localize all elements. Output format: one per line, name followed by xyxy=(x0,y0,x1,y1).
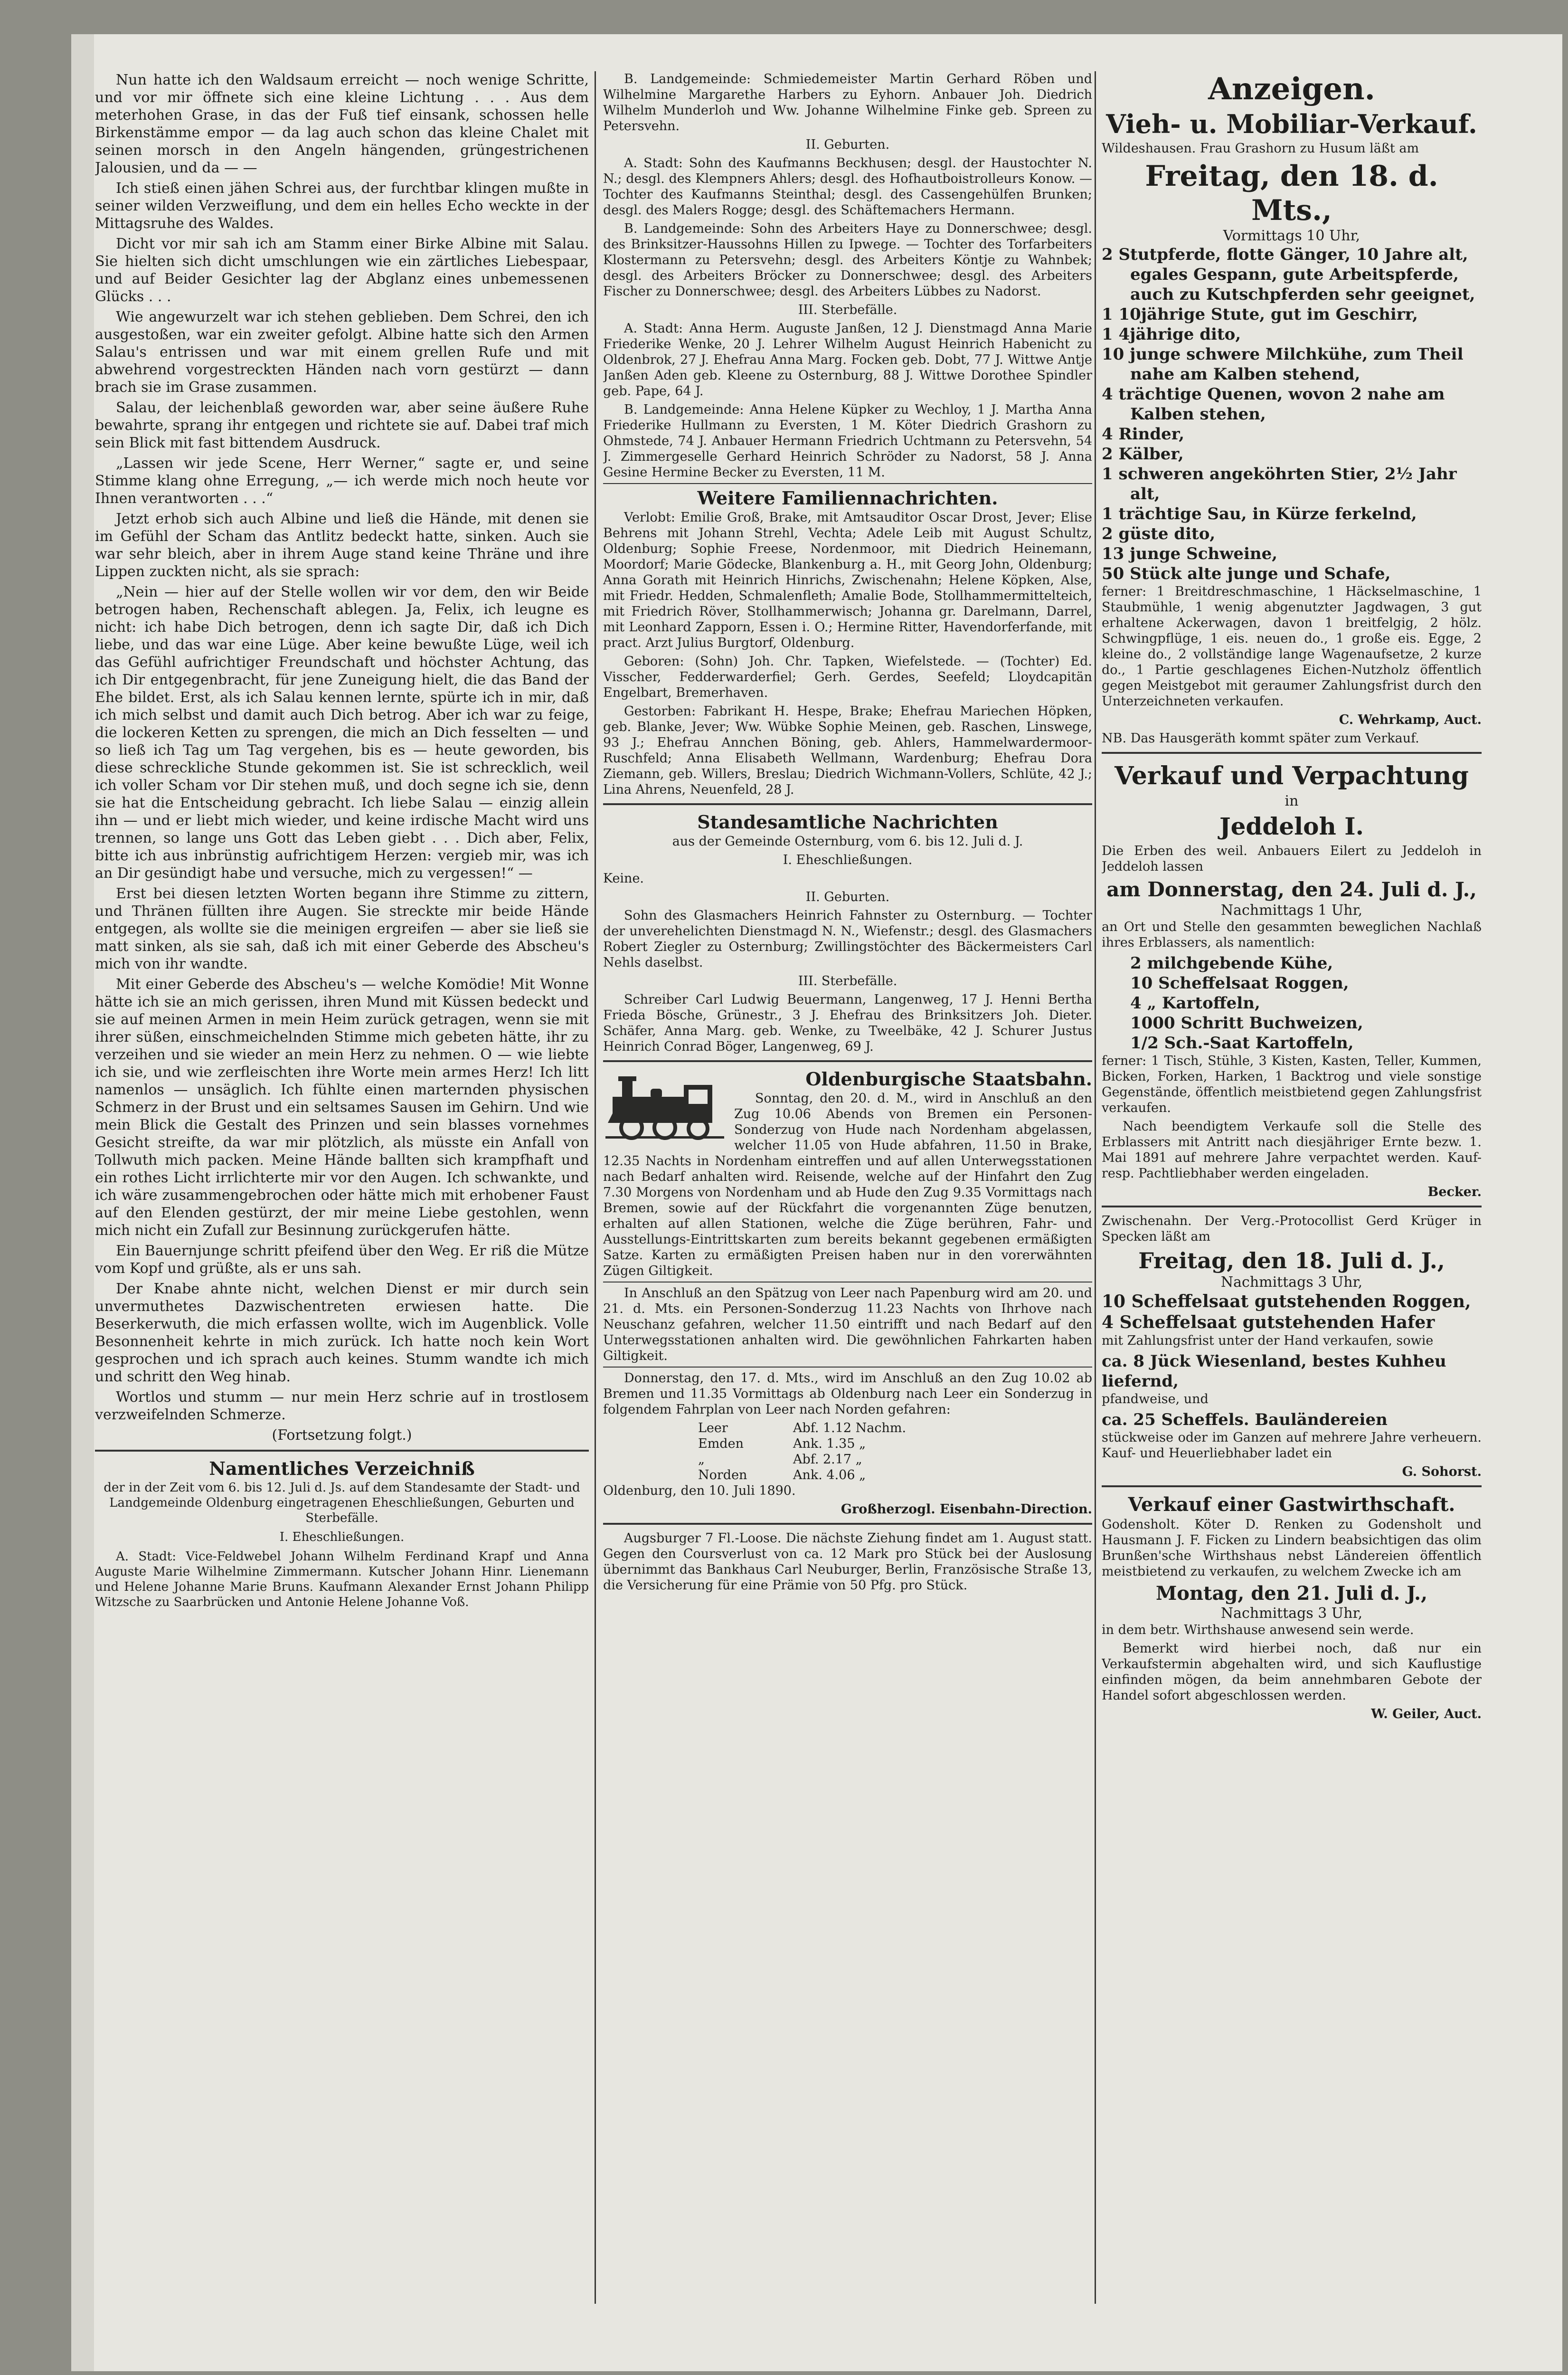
section-divider xyxy=(95,1450,589,1452)
register-entries: A. Stadt: Anna Herm. Auguste Janßen, 12 J. Dienstmagd Anna Marie Friederike Wenke, 20 J. Lehrer Wilhelm August Heinrich Habenicht zu Oldenbrok, 27 J. Ehefrau Anna Marg. Focken geb. Dobt, 77 J. Wittwe Antje Janßen Aden geb. Kleene zu Osternburg, 88 J. Wittwe Dorothee Spindler geb. Pape, 64 J. xyxy=(603,321,1092,399)
list-item: 1 schweren angeköhrten Stier, 2½ Jahr alt, xyxy=(1102,465,1457,504)
section-divider xyxy=(603,803,1092,805)
ad-time: Nachmittags 1 Uhr, xyxy=(1220,902,1363,919)
ad-text: in xyxy=(1285,793,1299,809)
register-entries: B. Landgemeinde: Sohn des Arbeiters Haye zu Donnerschwee; desgl. des Brinksitzer-Haussohns Hillen zu Ipwege. — Tochter des Torfarbeiters Klostermann zu Petersvehn; desgl. des Arbeiters Köntje zu Wahnbek; desgl. des Arbeiters Bröcker zu Donnerschwee; desgl. des Arbeiters Fischer zu Donnerschwee; desgl. des Arbeiters Lübbes zu Nadorst. xyxy=(603,221,1092,299)
story-paragraph: Ich stieß einen jähen Schrei aus, der furchtbar klingen mußte in seiner wilden Verzweiflung, und dem ein helles Echo weckte in der Mittagsruhe des Waldes. xyxy=(95,180,589,232)
ad-time: Nachmittags 3 Uhr, xyxy=(1220,1605,1363,1622)
registry-office-title: Standesamtliche Nachrichten xyxy=(697,811,998,833)
column-advertisements xyxy=(1102,71,1482,1725)
page-edge xyxy=(71,34,94,2371)
ad-intro: Godensholt. Köter D. Renken zu Godensholt und Hausmann J. F. Ficken zu Lindern beabsichtigen das olim Brunßen'sche Wirthshaus nebst Ländereien öffentlich meistbietend zu verkaufen, zu welchem Zwecke ich am xyxy=(1102,1517,1482,1579)
registry-office-subtitle: aus der Gemeinde Osternburg, vom 6. bis 12. Juli d. J. xyxy=(672,834,1023,849)
register-entries: Sohn des Glasmachers Heinrich Fahnster zu Osternburg. — Tochter der unverehelichten Dienstmagd N. N., Wiefenstr.; desgl. des Glasmachers Robert Ziegler zu Osternburg; Zwillingstöchter des Bäckermeisters Carl Nehls daselbst. xyxy=(603,908,1092,970)
register-entries: A. Stadt: Vice-Feldwebel Johann Wilhelm Ferdinand Krapf und Anna Auguste Marie Wilhelmine Zimmermann. Kutscher Johann Hinr. Lienemann und Helene Johanne Marie Bruns. Kaufmann Alexander Ernst Johann Philipp Witzsche zu Saarbrücken und Antonie Helene Johanne Voß. xyxy=(95,1549,589,1609)
section-divider xyxy=(1102,752,1482,754)
section-divider xyxy=(603,483,1092,484)
timetable-row: Emden Ank. 1.35 „ xyxy=(698,1436,866,1451)
column-civil-register xyxy=(603,71,1092,1596)
ad-text: Bemerkt wird hierbei noch, daß nur ein Verkaufstermin abgehalten wird, und sich Kauflustige einfinden mögen, da beim annehmbaren Gebote der Handel sofort abgeschlossen werden. xyxy=(1102,1641,1482,1703)
list-item: 4 „ Kartoffeln, xyxy=(1130,994,1260,1013)
register-heading: I. Eheschließungen. xyxy=(783,853,913,867)
ad-intro: Zwischenahn. Der Verg.-Protocollist Gerd Krüger in Specken läßt am xyxy=(1102,1214,1482,1244)
register-entries: Schreiber Carl Ludwig Beuermann, Langenweg, 17 J. Henni Bertha Frieda Bösche, Grünestr., 3 J. Ehefrau des Brinksitzers Joh. Dieter. Schäfer, Anna Marg. geb. Wenke, zu Tweelbäke, 42 J. Schurer Justus Heinrich Conrad Böger, Langenweg, 69 J. xyxy=(603,992,1092,1054)
locomotive-icon xyxy=(603,1071,727,1142)
register-heading: I. Eheschließungen. xyxy=(279,1530,405,1544)
timetable-row: Leer Abf. 1.12 Nachm. xyxy=(698,1421,907,1435)
register-entries: B. Landgemeinde: Schmiedemeister Martin Gerhard Röben und Wilhelmine Margarethe Harbers zu Eyhorn. Anbauer Joh. Diedrich Wilhelm Munderloh und Ww. Johanne Wilhelmine Finke geb. Spreen zu Petersvehn. xyxy=(603,72,1092,133)
ad-signature: G. Sohorst. xyxy=(1402,1464,1482,1479)
list-item: 13 junge Schweine, xyxy=(1102,544,1278,563)
section-divider xyxy=(603,1367,1092,1368)
continuation-note: (Fortsetzung folgt.) xyxy=(272,1427,412,1444)
timetable xyxy=(603,1420,1092,1483)
family-born: Geboren: (Sohn) Joh. Chr. Tapken, Wiefelstede. — (Tochter) Ed. Visscher, Fedderwarderfiel; Gerh. Gerdes, Seefeld; Lloydcapitän Engelbart, Bremerhaven. xyxy=(603,654,1092,700)
list-item: 2 Stutpferde, flotte Gänger, 10 Jahre alt, egales Gespann, gute Arbeitspferde, auch zu Kutschpferden sehr geeignet, xyxy=(1102,245,1475,304)
timetable-row: Norden Ank. 4.06 „ xyxy=(698,1468,866,1482)
list-item: 2 güste dito, xyxy=(1102,524,1216,543)
family-engaged: Verlobt: Emilie Groß, Brake, mit Amtsauditor Oscar Drost, Jever; Elise Behrens mit Johann Strehl, Vechta; Adele Leib mit August Schultz, Oldenburg; Sophie Freese, Nordenmoor, mit Diedrich Heinemann, Moordorf; Marie Gödecke, Blankenburg a. H., mit Georg John, Oldenburg; Anna Gorath mit Heinrich Hinrichs, Zwischenahn; Helene Köpken, Alse, mit Friedr. Hedden, Schmalenfleth; Amalie Bode, Stollhammermittelteich, mit Friedrich Röver, Stollhammerwisch; Johanna gr. Darelmann, Darrel, mit Leonhard Zapporn, Essen i. O.; Hermine Ritter, Havendorferfande, mit pract. Arzt Julius Burgtorf, Oldenburg. xyxy=(603,510,1092,650)
register-subtitle: der in der Zeit vom 6. bis 12. Juli d. Js. auf dem Standesamte der Stadt- und Landgemeinde Oldenburg eingetragenen Eheschließungen, Geburten und Sterbefälle. xyxy=(104,1481,580,1525)
railway-notice xyxy=(603,1068,1092,1517)
ad-title: Verkauf einer Gastwirthschaft. xyxy=(1128,1493,1455,1516)
list-item: 2 Kälber, xyxy=(1102,445,1184,464)
register-heading: III. Sterbefälle. xyxy=(798,303,897,317)
story-paragraph: „Nein — hier auf der Stelle wollen wir vor dem, den wir Beide betrogen haben, Rechenschaft ablegen. Ja, Felix, ich leugne es nicht: ich habe Dich betrogen, denn ich sagte Dir, daß ich Dich liebe, und das war eine Lüge. Aber keine bewußte Lüge, weil ich das Gefühl aufrichtiger Freundschaft und höchster Achtung, das ich Dir entgegenbracht, für jene Zuneigung hielt, die das Band der Ehe bildet. Erst, als ich Salau kennen lernte, spürte ich in mir, daß ich mich selbst und damit auch Dich betrog. Aber ich war zu feige, die lockeren Ketten zu sprengen, die mich an Dich fesselten — und so ließ ich Tag um Tag vergehen, bis es — heute geworden, bis diese schreckliche Stunde gekommen ist. Sie ist schrecklich, weil ich voller Scham vor Dir stehen muß, und doch segne ich sie, denn sie hat die Entscheidung gebracht. Ich liebe Salau — einzig allein ihn — und er liebt mich wieder, und keine irdische Macht wird uns trennen, so lange uns Gott das Leben giebt . . . Dich aber, Felix, bitte ich aus inbrünstig aufrichtigem Herzen: vergieb mir, was ich an Dir gesündigt habe und versuche, mich zu vergessen!“ — xyxy=(95,584,589,882)
livestock-list xyxy=(1102,245,1482,584)
story-paragraph: Jetzt erhob sich auch Albine und ließ die Hände, mit denen sie im Gefühl der Scham das Antlitz bedeckt hatte, sinken. Auch sie war sehr bleich, aber in ihrem Auge stand keine Thräne und ihre Lippen zuckten nicht, als sie sprach: xyxy=(95,511,589,580)
family-died: Gestorben: Fabrikant H. Hespe, Brake; Ehefrau Mariechen Höpken, geb. Blanke, Jever; Ww. Wübke Sophie Meinen, geb. Raschen, Linswege, 93 J.; Ehefrau Annchen Böning, geb. Ahlers, Hammelwardermoor-Ruschfeld; Anna Elisabeth Wellmann, Wardenburg; Ehefrau Dora Ziemann, geb. Willers, Breslau; Diedrich Wichmann-Vollers, Schlüte, 42 J.; Lina Ahrens, Neuenfeld, 28 J. xyxy=(603,704,1092,797)
ad-text: Nach beendigtem Verkaufe soll die Stelle des Erblassers mit Antritt nach diesjähriger Ernte bezw. 1. Mai 1891 auf mehrere Jahre verpachtet werden. Kauf- resp. Pachtliebhaber werden eingeladen. xyxy=(1102,1119,1482,1181)
register-heading: II. Geburten. xyxy=(805,137,890,152)
list-item: 1 4jährige dito, xyxy=(1102,325,1241,344)
register-heading: II. Geburten. xyxy=(805,890,890,904)
list-item: 10 junge schwere Milchkühe, zum Theil nahe am Kalben stehend, xyxy=(1102,345,1464,384)
story-paragraph: Wie angewurzelt war ich stehen geblieben. Dem Schrei, den ich ausgestoßen, war ein zweiter gefolgt. Albine hatte sich den Armen Salau's entrissen und war mit einem grellen Rufe und mit abwehrend vorgestreckten Händen nach vorn gestürzt — dann brach sie im Grase zusammen. xyxy=(95,309,589,396)
list-item: 1000 Schritt Buchweizen, xyxy=(1130,1014,1363,1033)
column-rule-right xyxy=(1095,71,1096,2304)
story-paragraph: Erst bei diesen letzten Worten begann ihre Stimme zu zittern, und Thränen füllten ihre Augen. Sie streckte mir beide Hände entgegen, als wollte sie die meinigen ergreifen — aber sie ließ sie matt sinken, als sie sah, daß ich mit einer Geberde des Abscheu's mich von ihr wandte. xyxy=(95,885,589,972)
ad-place: Jeddeloh I. xyxy=(1219,812,1364,840)
ad-signature: W. Geiler, Auct. xyxy=(1371,1707,1482,1721)
ad-text: ferner: 1 Tisch, Stühle, 3 Kisten, Kasten, Teller, Kummen, Bicken, Forken, Harken, 1 Backtrog und viele sonstige Gegenstände, öffentlich meistbietend gegen Zahlungsfrist verkaufen. xyxy=(1102,1054,1482,1115)
section-divider xyxy=(603,1060,1092,1062)
list-item: 4 Scheffelsaat gutstehenden Hafer xyxy=(1102,1312,1435,1332)
ad-text: stückweise oder im Ganzen auf mehrere Jahre verheuern. Kauf- und Heuerliebhaber ladet ein xyxy=(1102,1430,1482,1461)
ad-time: Nachmittags 3 Uhr, xyxy=(1220,1274,1363,1291)
ad-signature: Becker. xyxy=(1427,1185,1482,1199)
section-divider xyxy=(1102,1206,1482,1207)
list-item: 10 Scheffelsaat Roggen, xyxy=(1130,974,1349,993)
list-item: 1/2 Sch.-Saat Kartoffeln, xyxy=(1130,1034,1354,1053)
lottery-notice: Augsburger 7 Fl.-Loose. Die nächste Ziehung findet am 1. August statt. Gegen den Coursverlust von ca. 12 Mark pro Stück bei der Auslosung übernimmt das Bankhaus Carl Neuburger, Berlin, Französische Straße 13, die Versicherung für eine Prämie von 50 Pfg. pro Stück. xyxy=(603,1531,1092,1593)
section-divider xyxy=(1102,1485,1482,1487)
list-item: ca. 25 Scheffels. Bauländereien xyxy=(1102,1410,1388,1429)
ad-intro: an Ort und Stelle den gesammten beweglichen Nachlaß ihres Erblassers, als namentlich: xyxy=(1102,920,1482,950)
ad-text: mit Zahlungsfrist unter der Hand verkaufen, sowie xyxy=(1102,1333,1434,1348)
list-item: 2 milchgebende Kühe, xyxy=(1130,954,1333,973)
ad-text: pfandweise, und xyxy=(1102,1392,1209,1406)
ad-title: Verkauf und Verpachtung xyxy=(1115,761,1469,790)
ad-time: Vormittags 10 Uhr, xyxy=(1223,228,1360,244)
story-paragraph: Mit einer Geberde des Abscheu's — welche Komödie! Mit Wonne hätte ich sie an mich gerissen, ihren Mund mit Küssen bedeckt und sie auf meinen Armen in mein Heim zurück getragen, wenn sie mit ihrer süßen, einschmeichelnden Stimme mich gebeten hätte, ihr zu verzeihen und sie wieder an mein Herz zu nehmen. O — wie liebte ich sie, und wie zerfleischten ihre Worte mein armes Herz! Ich litt namenlos — unsäglich. Ich fühlte einen marternden physischen Schmerz in der Brust und ein seltsames Sausen im Gehirn. Und wie mein Blick die Gestalt des Prinzen und sein blasses vornehmes Gesicht streifte, da war mir plötzlich, als müsste ein Anfall von Tollwuth mich packen. Meine Hände ballten sich krampfhaft und ein rothes Licht irrlichterte mir vor den Augen. Ich schwankte, und ich wäre zusammengebrochen oder hätte mich mit erhobener Faust auf den Elenden gestürzt, der mir meine Liebe gestohlen, wenn mich nicht ein Zufall zur Besinnung zurückgerufen hätte. xyxy=(95,976,589,1239)
list-item: 4 trächtige Quenen, wovon 2 nahe am Kalben stehen, xyxy=(1102,385,1445,424)
ad-intro: Die Erben des weil. Anbauers Eilert zu Jeddeloh in Jeddeloh lassen xyxy=(1102,844,1482,874)
column-serial-story xyxy=(95,71,589,1613)
ad-note: NB. Das Hausgeräth kommt später zum Verkauf. xyxy=(1102,731,1419,746)
list-item: 4 Rinder, xyxy=(1102,425,1185,444)
register-heading: III. Sterbefälle. xyxy=(798,974,897,988)
list-item: 10 Scheffelsaat gutstehenden Roggen, xyxy=(1102,1292,1471,1311)
story-paragraph: Ein Bauernjunge schritt pfeifend über den Weg. Er riß die Mütze vom Kopf und grüßte, als er uns sah. xyxy=(95,1243,589,1277)
story-paragraph: Der Knabe ahnte nicht, welchen Dienst er mir durch sein unvermuthetes Dazwischentreten erwiesen hatte. Die Beserkerwuth, die mich erfassen wollte, wich im Augenblick. Volle Besonnenheit kehrte in mich zurück. Ich hatte noch kein Wort gesprochen und ich sprach auch keines. Stumm wandte ich mich und schritt den Weg hinab. xyxy=(95,1281,589,1385)
story-paragraph: Salau, der leichenblaß geworden war, aber seine äußere Ruhe bewahrte, sprang ihr entgegen und richtete sie auf. Dabei traf mich sein Blick mit fast bittendem Ausdruck. xyxy=(95,399,589,451)
register-entries: Keine. xyxy=(603,871,644,886)
railway-paragraph: Sonntag, den 20. d. M., wird in Anschluß an den Zug 10.06 Abends von Bremen ein Personen-Sonderzug von Hude nach Nordenham abgelassen, welcher 11.05 von Hude abfahren, 11.50 in Brake, 12.35 Nachts in Nordenham eintreffen und auf allen Unterwegsstationen nach Bedarf anhalten wird. Reisende, welche auf der Hinfahrt den Zug 7.30 Morgens von Nordenham und ab Hude den Zug 9.35 Vormittags nach Bremen, sowie auf der Rückfahrt die vorgenannten Züge benutzen, erhalten auf allen Stationen, welche die Züge berühren, Fahr- und Ausstellungs-Eintrittskarten zum bereits bekannt gegebenen ermäßigten Satze. Karten zu ermäßigten Preisen haben nur in den vorerwähnten Zügen Giltigkeit. xyxy=(603,1091,1092,1278)
column-rule-left xyxy=(595,71,596,2304)
ad-text: in dem betr. Wirthshause anwesend sein werde. xyxy=(1102,1623,1414,1637)
register-title: Namentliches Verzeichniß xyxy=(209,1458,475,1479)
ad-text: ferner: 1 Breitdreschmaschine, 1 Häckselmaschine, 1 Staubmühle, 1 wenig abgenutzter Jagdwagen, 3 gut erhaltene Ackerwagen, davon 1 breitfelgig, 2 hölz. Schwingpflüge, 1 eis. neuen do., 1 große eis. Egge, 2 kleine do., 2 vollständige lange Wagenaufsetze, 2 kurze do., 1 Partie geschlagenes Eichen-Nutzholz öffentlich gegen Meistgebot mit geraumer Zahlungsfrist durch den Unterzeichneten verkaufen. xyxy=(1102,584,1482,709)
list-item: ca. 8 Jück Wiesenland, bestes Kuhheu liefernd, xyxy=(1102,1352,1446,1391)
railway-paragraph: Donnerstag, den 17. d. Mts., wird im Anschluß an den Zug 10.02 ab Bremen und 11.35 Vormittags ab Oldenburg nach Leer ein Sonderzug in folgendem Fahrplan von Leer nach Norden gefahren: xyxy=(603,1371,1092,1417)
story-paragraph: Nun hatte ich den Waldsaum erreicht — noch wenige Schritte, und vor mir öffnete sich eine kleine Lichtung . . . Aus dem meterhohen Grase, in das der Fuß tief einsank, schossen helle Birkenstämme empor — da lag auch schon das kleine Chalet mit seinen morsch in den Angeln hängenden, grüngestrichenen Jalousien, und da — — xyxy=(95,72,589,176)
ad-title: Vieh- u. Mobiliar-Verkauf. xyxy=(1106,109,1477,139)
list-item: 1 10jährige Stute, gut im Geschirr, xyxy=(1102,305,1418,324)
railway-title: Oldenburgische Staatsbahn. xyxy=(805,1068,1092,1090)
ad-date: Freitag, den 18. d. Mts., xyxy=(1145,160,1438,227)
story-paragraph: „Lassen wir jede Scene, Herr Werner,“ sagte er, und seine Stimme klang ohne Erregung, „— ich werde mich noch heute vor Ihnen verantworten . . .“ xyxy=(95,455,589,507)
ads-heading: Anzeigen. xyxy=(1208,71,1375,107)
ad-date: Freitag, den 18. Juli d. J., xyxy=(1138,1248,1445,1273)
register-entries: B. Landgemeinde: Anna Helene Küpker zu Wechloy, 1 J. Martha Anna Friederike Hullmann zu Eversten, 1 M. Köter Diedrich Grashorn zu Ohmstede, 74 J. Anbauer Hermann Friedrich Uchtmann zu Petersvehn, 54 J. Zimmergeselle Gerhard Heinrich Schröder zu Nadorst, 58 J. Anna Gesine Hermine Becker zu Eversten, 11 M. xyxy=(603,402,1092,480)
railway-signature: Großherzogl. Eisenbahn-Direction. xyxy=(841,1502,1092,1517)
list-item: 1 trächtige Sau, in Kürze ferkelnd, xyxy=(1102,504,1417,523)
ad-date: Montag, den 21. Juli d. J., xyxy=(1155,1582,1427,1605)
railway-paragraph: In Anschluß an den Spätzug von Leer nach Papenburg wird am 20. und 21. d. Mts. ein Personen-Sonderzug 11.23 Nachts von Ihrhove nach Neuschanz gefahren, welcher 11.50 eintrifft und nach Bedarf auf den Unterwegsstationen anhalten wird. Die gewöhnlichen Fahrkarten haben Giltigkeit. xyxy=(603,1286,1092,1363)
ad-intro: Wildeshausen. Frau Grashorn zu Husum läßt am xyxy=(1102,141,1419,156)
ad-date: am Donnerstag, den 24. Juli d. J., xyxy=(1106,878,1477,901)
story-paragraph: Dicht vor mir sah ich am Stamm einer Birke Albine mit Salau. Sie hielten sich dicht umschlungen wie ein zärtliches Liebespaar, und auf Beider Gesichter lag der Abglanz eines unbemessenen Glücks . . . xyxy=(95,236,589,305)
timetable-row: „ Abf. 2.17 „ xyxy=(698,1452,862,1467)
estate-list xyxy=(1102,953,1482,1053)
railway-date: Oldenburg, den 10. Juli 1890. xyxy=(603,1483,796,1498)
story-paragraph: Wortlos und stumm — nur mein Herz schrie auf in trostlosem verzweifelnden Schmerze. xyxy=(95,1389,589,1423)
section-divider xyxy=(603,1523,1092,1525)
ad-signature: C. Wehrkamp, Auct. xyxy=(1339,712,1482,727)
family-news-title: Weitere Familiennachrichten. xyxy=(697,487,998,509)
list-item: 50 Stück alte junge und Schafe, xyxy=(1102,564,1391,583)
register-entries: A. Stadt: Sohn des Kaufmanns Beckhusen; desgl. der Haustochter N. N.; desgl. des Klempners Ahlers; desgl. des Hofhautboistrolleurs Konow. — Tochter des Kaufmanns Steinthal; desgl. des Cassengehülfen Brunken; desgl. des Malers Rogge; desgl. des Schäftemachers Hermann. xyxy=(603,156,1092,218)
